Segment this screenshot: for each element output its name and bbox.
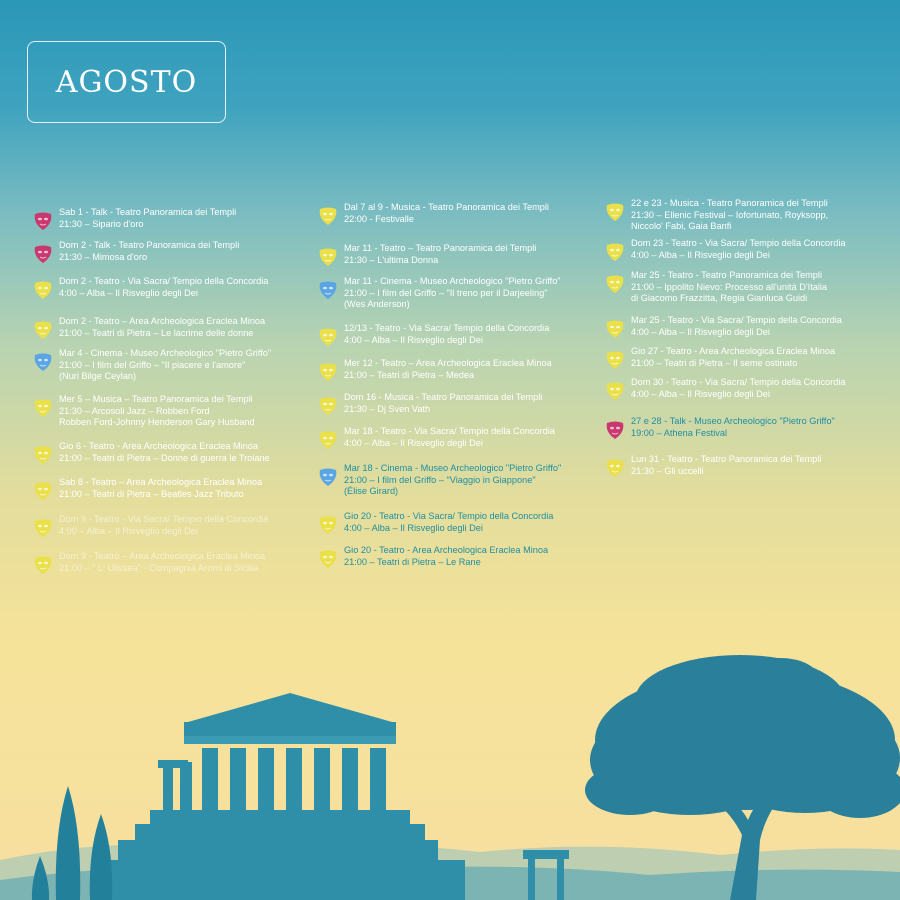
event-detail: 21:30 – Mimosa d'oro [59, 251, 148, 262]
event-heading: Mar 4 - Cinema - Museo Archeologico "Pietro Griffo" [59, 348, 272, 358]
event-heading: Dom 2 - Teatro – Area Archeologica Eraclea Minoa [59, 316, 266, 326]
event-text [59, 514, 268, 537]
event-item [316, 323, 549, 349]
event-detail: 21:30 – Sipario d'oro [59, 218, 144, 229]
theatre-mask-icon [316, 204, 340, 228]
theatre-mask-icon [316, 360, 340, 384]
event-item [31, 394, 255, 429]
event-text [344, 202, 549, 225]
event-heading: Mar 25 - Teatro - Via Sacra/ Tempio della Concordia [631, 315, 842, 325]
theatre-mask-icon [316, 513, 340, 537]
event-detail: 4:00 – Alba – Il Risveglio degli Dei [631, 326, 770, 337]
event-heading: 12/13 - Teatro - Via Sacra/ Tempio della Concordia [344, 323, 550, 333]
event-text [631, 454, 822, 477]
theatre-mask-icon [31, 396, 55, 420]
event-heading: Gio 27 - Teatro - Area Archeologica Eraclea Minoa [631, 346, 836, 356]
event-detail: 21:00 – Teatri di Pietra – Le lacrime delle donne [59, 327, 254, 338]
theatre-mask-icon [603, 272, 627, 296]
event-detail: 4:00 – Alba – Il Risveglio degli Dei [59, 525, 198, 536]
event-detail: 21:00 – Teatri di Pietra – Beatles Jazz Tributo [59, 488, 244, 499]
event-detail: 21:00 – Teatri di Pietra – Donne di guerra le Troiane [59, 452, 270, 463]
event-heading: Dom 9 - Teatro – Area Archeologica Eraclea Minoa [59, 551, 266, 561]
event-heading: Mar 18 - Cinema - Museo Archeologico "Pietro Griffo" [344, 463, 562, 473]
event-detail: 22:00 - Festivalle [344, 213, 414, 224]
event-text [631, 377, 845, 400]
event-text [59, 207, 236, 230]
event-detail-extra: (Élise Girard) [344, 486, 399, 496]
event-detail: 4:00 – Alba – Il Risveglio degli Dei [631, 388, 770, 399]
event-text [59, 551, 265, 574]
event-heading: Mer 5 – Musica – Teatro Panoramica dei Templi [59, 394, 253, 404]
event-detail: 21:00 – I film del Griffo – "Il treno per il Darjeeling" [344, 287, 548, 298]
event-text [631, 346, 835, 369]
event-text [631, 416, 835, 439]
event-detail: 21:00 – I film del Griffo – "Il piacere e l'amore" [59, 359, 246, 370]
event-detail: 19:00 – Athena Festival [631, 427, 728, 438]
theatre-mask-icon [603, 379, 627, 403]
theatre-mask-icon [316, 394, 340, 418]
event-detail: 4:00 – Alba – Il Risveglio degli Dei [631, 249, 770, 260]
event-text [59, 477, 262, 500]
event-item [31, 551, 265, 577]
event-item [316, 426, 555, 452]
theatre-mask-icon [316, 245, 340, 269]
event-item [31, 477, 262, 503]
event-item [603, 454, 822, 480]
theatre-mask-icon [31, 479, 55, 503]
event-heading: Sab 1 - Talk - Teatro Panoramica dei Templi [59, 207, 237, 217]
month-title: AGOSTO [55, 64, 198, 100]
theatre-mask-icon [31, 443, 55, 467]
event-heading: Sab 8 - Teatro – Area Archeologica Eraclea Minoa [59, 477, 263, 487]
event-heading: Dom 23 - Teatro - Via Sacra/ Tempio della Concordia [631, 238, 846, 248]
event-item [603, 416, 835, 442]
event-heading: Gio 20 - Teatro - Area Archeologica Eraclea Minoa [344, 545, 549, 555]
temple-illustration [95, 693, 465, 900]
event-text [344, 426, 555, 449]
theatre-mask-icon [31, 318, 55, 342]
event-detail: 4:00 – Alba – Il Risveglio degli Dei [344, 334, 483, 345]
event-item [316, 392, 542, 418]
event-text [344, 463, 561, 498]
event-text [59, 348, 271, 383]
theatre-mask-icon [316, 465, 340, 489]
event-heading: Mar 25 - Teatro - Teatro Panoramica dei Templi [631, 270, 822, 280]
event-detail-extra: Robben Ford-Johnny Henderson Gary Husband [59, 417, 255, 427]
event-detail: 21:30 – Dj Sven Vath [344, 403, 431, 414]
theatre-mask-icon [603, 348, 627, 372]
event-heading: Mar 11 - Cinema - Museo Archeologico "Pietro Griffo" [344, 276, 561, 286]
event-item [31, 316, 265, 342]
event-heading: Mer 12 - Teatro – Area Archeologica Eraclea Minoa [344, 358, 552, 368]
event-detail: 4:00 – Alba – Il Risveglio degli Dei [344, 522, 483, 533]
event-detail: 21:00 – Teatri di Pietra – Medea [344, 369, 475, 380]
event-text [344, 545, 548, 568]
event-detail: 21:00 – Teatri di Pietra – Il seme ostinato [631, 357, 798, 368]
event-item [603, 198, 828, 233]
theatre-mask-icon [603, 418, 627, 442]
event-detail-extra: (Wes Anderson) [344, 299, 410, 309]
event-item [31, 514, 268, 540]
event-text [631, 315, 842, 338]
event-item [31, 240, 239, 266]
event-heading: 22 e 23 - Musica - Teatro Panoramica dei Templi [631, 198, 828, 208]
event-detail: 21:30 – Gli uccelli [631, 465, 704, 476]
event-heading: Dal 7 al 9 - Musica - Teatro Panoramica dei Templi [344, 202, 549, 212]
event-item [316, 463, 561, 498]
theatre-mask-icon [31, 516, 55, 540]
event-text [344, 358, 552, 381]
event-heading: Dom 2 - Teatro - Via Sacra/ Tempio della Concordia [59, 276, 269, 286]
event-detail: 21:00 – I film del Griffo – "Viaggio in Giappone" [344, 474, 536, 485]
event-item [603, 238, 845, 264]
event-detail-extra: Niccolo' Fabi, Gaia Banfi [631, 221, 732, 231]
event-detail: 4:00 – Alba – Il Risveglio degli Dei [59, 287, 198, 298]
event-detail: 21:00 – Ippolito Nievo: Processo all'unità D'Italia [631, 281, 828, 292]
event-text [59, 240, 239, 263]
event-item [603, 270, 827, 305]
theatre-mask-icon [316, 547, 340, 571]
event-heading: Lun 31 - Teatro - Teatro Panoramica dei Templi [631, 454, 822, 464]
event-detail: 21:30 – L'ultima Donna [344, 254, 439, 265]
event-item [316, 243, 536, 269]
event-heading: Dom 30 - Teatro - Via Sacra/ Tempio della Concordia [631, 377, 846, 387]
event-item [316, 511, 553, 537]
theatre-mask-icon [316, 278, 340, 302]
event-detail-extra: di Giacomo Frazzitta, Regia Gianluca Guidi [631, 293, 808, 303]
event-heading: Mar 11 - Teatro – Teatro Panoramica dei Templi [344, 243, 537, 253]
theatre-mask-icon [316, 428, 340, 452]
event-heading: Dom 16 - Musica - Teatro Panoramica dei Templi [344, 392, 543, 402]
theatre-mask-icon [603, 200, 627, 224]
event-detail: 21:30 – Arcosoli Jazz – Robben Ford [59, 405, 210, 416]
event-item [316, 276, 561, 311]
event-heading: Gio 6 - Teatro - Area Archeologica Eraclea Minoa [59, 441, 258, 451]
event-text [344, 323, 549, 346]
event-item [603, 315, 842, 341]
event-detail: 21:00 – " L' Ulissea" - Compagnia Aromi di Sicilia [59, 562, 259, 573]
event-heading: 27 e 28 - Talk - Museo Archeologico "Pietro Griffo" [631, 416, 835, 426]
event-detail: 4:00 – Alba – Il Risveglio degli Dei [344, 437, 483, 448]
theatre-mask-icon [31, 278, 55, 302]
event-text [631, 198, 828, 233]
event-item [31, 276, 268, 302]
event-text [59, 394, 255, 429]
theatre-mask-icon [603, 317, 627, 341]
event-item [316, 545, 548, 571]
event-text [631, 238, 845, 261]
event-text [59, 316, 265, 339]
event-heading: Gio 20 - Teatro - Via Sacra/ Tempio della Concordia [344, 511, 554, 521]
event-text [344, 511, 553, 534]
event-text [344, 276, 561, 311]
theatre-mask-icon [316, 325, 340, 349]
event-text [59, 276, 268, 299]
theatre-mask-icon [31, 242, 55, 266]
event-item [316, 358, 552, 384]
theatre-mask-icon [31, 553, 55, 577]
event-text [344, 243, 536, 266]
event-text [631, 270, 827, 305]
theatre-mask-icon [603, 240, 627, 264]
theatre-mask-icon [603, 456, 627, 480]
event-item [31, 441, 270, 467]
event-item [31, 207, 236, 233]
month-title-box [27, 41, 226, 123]
event-item [31, 348, 271, 383]
event-item [603, 377, 845, 403]
event-item [603, 346, 835, 372]
theatre-mask-icon [31, 350, 55, 374]
event-detail-extra: (Nuri Bilge Ceylan) [59, 371, 137, 381]
event-text [59, 441, 270, 464]
event-text [344, 392, 542, 415]
theatre-mask-icon [31, 209, 55, 233]
event-item [316, 202, 549, 228]
event-detail: 21:30 – Ellenic Festival – Iofortunato, Royksopp, [631, 209, 829, 220]
event-heading: Mar 18 - Teatro - Via Sacra/ Tempio della Concordia [344, 426, 555, 436]
event-heading: Dom 9 - Teatro - Via Sacra/ Tempio della Concordia [59, 514, 269, 524]
event-heading: Dom 2 - Talk - Teatro Panoramica dei Templi [59, 240, 240, 250]
event-detail: 21:00 – Teatri di Pietra – Le Rane [344, 556, 481, 567]
